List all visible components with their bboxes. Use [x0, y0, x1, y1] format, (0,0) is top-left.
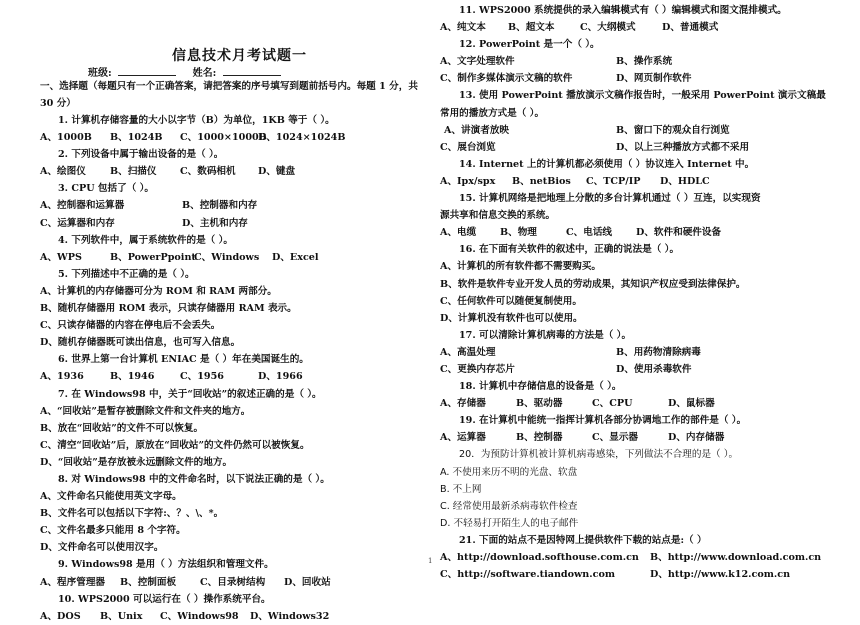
answer-option[interactable]: A、运算器 [440, 432, 486, 444]
answer-option[interactable]: A、高温处理 [440, 346, 496, 358]
answer-option[interactable]: D、1966 [258, 371, 303, 383]
answer-option[interactable]: B. 不上网 [440, 483, 482, 495]
answer-option[interactable]: B、1024B [110, 132, 163, 144]
answer-option[interactable]: B、http://www.download.com.cn [650, 552, 822, 563]
answer-option[interactable]: A. 不使用来历不明的光盘、软盘 [440, 466, 578, 478]
answer-option[interactable]: D、普通模式 [662, 22, 719, 34]
answer-option[interactable]: C、展台浏览 [440, 141, 496, 153]
options-row [40, 608, 426, 625]
answer-option[interactable]: B、物理 [500, 227, 537, 239]
answer-option[interactable]: C、显示器 [592, 432, 639, 444]
answer-option[interactable]: A、程序管理器 [40, 576, 106, 588]
answer-option[interactable]: C、1956 [180, 371, 224, 383]
answer-option[interactable]: B、驱动器 [516, 398, 563, 410]
answer-option[interactable]: C、数码相机 [180, 166, 236, 178]
answer-option[interactable]: A、http://download.softhouse.com.cn [440, 552, 639, 563]
options-row [40, 163, 426, 180]
answer-option[interactable]: C、制作多媒体演示文稿的软件 [440, 73, 573, 85]
options-row [40, 368, 426, 385]
options-row [440, 19, 840, 36]
answer-option[interactable]: D、http://www.k12.com.cn [650, 569, 791, 581]
answer-option[interactable]: B、文件名可以包括以下字符:、？、\、*。 [40, 508, 224, 520]
answer-option[interactable]: C、Windows98 [160, 610, 239, 622]
answer-option[interactable]: A、Ipx/spx [440, 175, 496, 187]
answer-option[interactable]: B、软件是软件专业开发人员的劳动成果，其知识产权应受到法律保护。 [440, 278, 746, 290]
answer-option[interactable]: A、DOS [40, 610, 81, 622]
answer-option[interactable]: B、扫描仪 [110, 166, 157, 178]
answer-option[interactable]: D、网页制作软件 [616, 73, 692, 85]
answer-option[interactable]: A、1936 [40, 371, 84, 383]
question-stem: 10. WPS2000 可以运行在（ ）操作系统平台。 [58, 593, 271, 605]
answer-option[interactable]: D、Windows32 [250, 610, 330, 622]
answer-option[interactable]: C、文件名最多只能用 8 个字符。 [40, 525, 186, 537]
answer-option[interactable]: B、操作系统 [616, 56, 673, 68]
question-stem: 12. PowerPoint 是一个（ ）。 [459, 39, 600, 51]
answer-option[interactable]: C、任何软件可以随便复制使用。 [440, 295, 582, 307]
answer-option[interactable]: A、电缆 [440, 227, 477, 239]
answer-option[interactable]: 常用的播放方式是（ ）。 [440, 107, 545, 119]
question-stem: 11. WPS2000 系统提供的录入编辑模式有（ ）编辑模式和图文混排模式。 [459, 5, 787, 16]
answer-option[interactable]: B、控制器 [516, 432, 563, 444]
answer-option[interactable]: A、存储器 [440, 398, 486, 410]
question-stem: 20．为预防计算机被计算机病毒感染，下列做法不合理的是（ ）。 [459, 449, 739, 461]
page-number: 1 [428, 557, 433, 565]
class-label: 班级: [88, 68, 112, 79]
answer-option[interactable]: D、使用杀毒软件 [616, 363, 692, 375]
options-row [440, 53, 840, 70]
question-stem: 7. 在 Windows98 中，关于“回收站”的叙述正确的是（ ）。 [58, 388, 322, 400]
answer-option[interactable]: A、计算机的所有软件都不需要购买。 [440, 261, 601, 273]
answer-option[interactable]: D、计算机没有软件也可以使用。 [440, 312, 583, 324]
answer-option[interactable]: B、控制器和内存 [182, 200, 258, 212]
question-stem: 21. 下面的站点不是因特网上提供软件下载的站点是:（ ） [459, 534, 707, 546]
options-row [440, 361, 840, 378]
name-label: 姓名: [192, 68, 217, 79]
answer-option[interactable]: D、鼠标器 [668, 398, 715, 410]
answer-option[interactable]: 源共享和信息交换的系统。 [440, 210, 556, 222]
left-question-list [40, 112, 426, 625]
question-stem: 6. 世界上第一台计算机 ENIAC 是（ ）年在美国诞生的。 [58, 354, 309, 366]
options-row [440, 395, 840, 412]
answer-option[interactable]: D、键盘 [258, 166, 296, 178]
answer-option[interactable]: B、1946 [110, 371, 155, 383]
options-row [440, 344, 840, 361]
answer-option[interactable]: D、以上三种播放方式都不采用 [616, 141, 750, 153]
answer-option[interactable]: B、控制面板 [120, 576, 177, 588]
answer-option[interactable]: B、放在“回收站”的文件不可以恢复。 [40, 422, 204, 434]
answer-option[interactable]: C、http://software.tiandown.com [440, 569, 615, 581]
answer-option[interactable]: D、文件命名可以使用汉字。 [40, 542, 164, 554]
question-stem: 13. 使用 PowerPoint 播放演示文稿作报告时，一般采用 PowerPoint 演示文稿最 [459, 90, 826, 102]
section-heading: 一、选择题（每题只有一个正确答案，请把答案的序号填写到题前括号内。每题 1 分，共 30 分） [40, 81, 418, 109]
page-title: 信息技术月考试题一 [172, 48, 307, 64]
question-stem: 18. 计算机中存储信息的设备是（ ）。 [459, 381, 622, 393]
options-row [40, 129, 426, 146]
question-stem: 1. 计算机存储容量的大小以字节（B）为单位，1KB 等于（ ）。 [58, 115, 335, 126]
answer-option[interactable]: D、1024×1024B [258, 132, 346, 144]
answer-option[interactable]: C、大纲模式 [580, 22, 636, 34]
question-stem: 14. Internet 上的计算机都必须使用（ ）协议连入 Internet 中。 [459, 158, 755, 170]
answer-option[interactable]: A、绘图仪 [40, 166, 86, 178]
options-row [440, 122, 840, 139]
question-stem: 2. 下列设备中属于输出设备的是（ ）。 [58, 149, 224, 161]
answer-option[interactable]: D、随机存储器既可读出信息，也可写入信息。 [40, 337, 241, 349]
question-stem: 19. 在计算机中能统一指挥计算机各部分协调地工作的部件是（ ）。 [459, 415, 747, 427]
left-column [40, 40, 426, 625]
answer-option[interactable]: B、netBios [512, 175, 571, 187]
answer-option[interactable]: A、控制器和运算器 [40, 200, 125, 212]
question-stem: 4. 下列软件中，属于系统软件的是（ ）。 [58, 234, 233, 246]
answer-option[interactable]: B、Unix [100, 610, 143, 622]
answer-option[interactable]: D、回收站 [284, 576, 331, 588]
options-row [40, 574, 426, 591]
right-question-list [440, 2, 840, 583]
answer-option[interactable]: C、清空“回收站”后，原放在“回收站”的文件仍然可以被恢复。 [40, 439, 310, 451]
options-row [440, 224, 840, 241]
answer-option[interactable]: C、TCP/IP [586, 175, 641, 187]
answer-option[interactable]: D、Excel [272, 251, 319, 263]
answer-option[interactable]: A、1000B [40, 132, 92, 144]
answer-option[interactable]: D、软件和硬件设备 [636, 227, 722, 239]
answer-option[interactable]: D、内存储器 [668, 432, 725, 444]
question-stem: 15. 计算机网络是把地理上分散的多台计算机通过（ ）互连，以实现资 [459, 193, 761, 205]
answer-option[interactable]: C、CPU [592, 398, 633, 410]
answer-option[interactable]: C、1000×1000B [180, 132, 267, 144]
options-row [440, 566, 840, 583]
options-row [440, 549, 840, 566]
answer-option[interactable]: A、文件命名只能使用英文字母。 [40, 491, 182, 503]
answer-option[interactable]: D、主机和内存 [182, 217, 248, 229]
answer-option[interactable]: D. 不轻易打开陌生人的电子邮件 [440, 517, 579, 529]
answer-option[interactable]: A、讲演者放映 [444, 124, 510, 136]
answer-option[interactable]: C、电话线 [566, 227, 613, 239]
answer-option[interactable]: A、纯文本 [440, 22, 486, 34]
options-row [40, 197, 426, 214]
question-stem: 16. 在下面有关软件的叙述中，正确的说法是（ ）。 [459, 244, 680, 256]
options-row [440, 429, 840, 446]
answer-option[interactable]: B、用药物清除病毒 [616, 346, 701, 358]
options-row [440, 139, 840, 156]
answer-option[interactable]: B、PowerPpoint [110, 251, 196, 263]
answer-option[interactable]: B、超文本 [508, 22, 555, 34]
options-row [440, 173, 840, 190]
options-row [40, 215, 426, 232]
answer-option[interactable]: C、Windows [194, 251, 260, 263]
question-stem: 5. 下列描述中不正确的是（ ）。 [58, 268, 195, 280]
answer-option[interactable]: B、窗口下的观众自行浏览 [616, 124, 730, 136]
options-row [40, 249, 426, 266]
answer-option[interactable]: A、文字处理软件 [440, 56, 515, 68]
right-column [440, 2, 840, 583]
answer-option[interactable]: A、计算机的内存储器可分为 ROM 和 RAM 两部分。 [40, 285, 277, 297]
answer-option[interactable]: D、“回收站”是存放被永远删除文件的地方。 [40, 456, 233, 468]
answer-option[interactable]: D、HDLC [660, 175, 710, 187]
answer-option[interactable]: C. 经常使用最新杀病毒软件检查 [440, 500, 578, 512]
answer-option[interactable]: C、目录树结构 [200, 576, 266, 588]
answer-option[interactable]: C、只读存储器的内容在停电后不会丢失。 [40, 320, 221, 332]
answer-option[interactable]: C、更换内存芯片 [440, 363, 515, 375]
answer-option[interactable]: B、随机存储器用 ROM 表示，只读存储器用 RAM 表示。 [40, 303, 297, 315]
question-stem: 8. 对 Windows98 中的文件命名时，以下说法正确的是（ ）。 [58, 473, 330, 485]
options-row [440, 70, 840, 87]
answer-option[interactable]: A、“回收站”是暂存被删除文件和文件夹的地方。 [40, 405, 251, 417]
question-stem: 3. CPU 包括了（ ）。 [58, 183, 155, 195]
answer-option[interactable]: A、WPS [40, 251, 82, 263]
question-stem: 9. Windows98 是用（ ）方法组织和管理文件。 [58, 559, 274, 571]
answer-option[interactable]: C、运算器和内存 [40, 217, 115, 229]
question-stem: 17. 可以清除计算机病毒的方法是（ ）。 [459, 329, 632, 341]
